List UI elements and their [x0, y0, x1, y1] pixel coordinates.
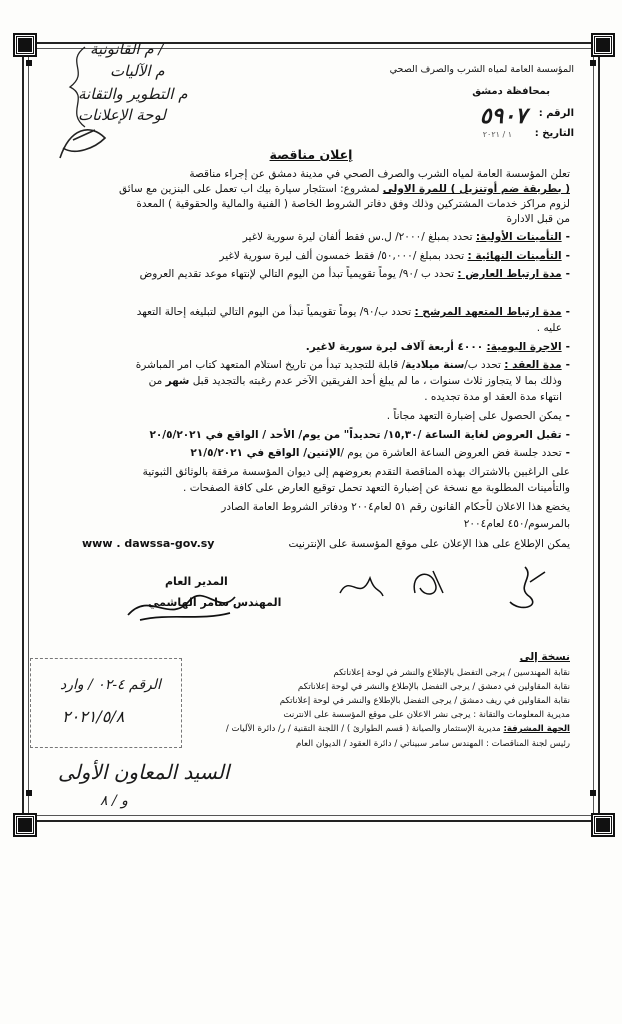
copy-recipient: مديرية المعلومات والتقانة : يرجى نشر الاعلان على موقع المؤسسة على الانترنت [283, 710, 570, 720]
body-line: والتأمينات المطلوبة مع نسخة عن إضبارة التعهد تحمل توقيع العارض على كافة الصفحات . [183, 482, 570, 494]
org-name-line2: بمحافظة دمشق [472, 86, 550, 97]
initial-signature [500, 562, 555, 617]
item-label: مدة العقد : [504, 359, 562, 371]
item-text: ٤٠٠٠ أربعة آلاف ليرة سورية لاغير. [305, 341, 484, 353]
frame-edge-mark [590, 790, 596, 796]
handwritten-routing-line: / م القانونية [90, 40, 164, 58]
intro-line: من قبل الادارة [506, 213, 570, 225]
tender-method: ( بطريقة ضم أوتنزيل ) للمرة الاولى [382, 183, 570, 195]
ref-number: ٥٩٠٧ [479, 103, 527, 129]
condition-item: -التأمينات النهائية : تحدد بمبلغ /٥٠,٠٠٠/ فقط خمسون ألف ليرة سورية لاغير [219, 250, 570, 262]
intro-project: لمشروع: استئجار سيارة بيك اب تعمل على البنزين مع سائق [118, 183, 380, 195]
item-continuation: عليه . [536, 322, 562, 334]
copy-recipient: نقابة المقاولين في ريف دمشق / يرجى التفضل بالإطلاع والنشر في لوحة إعلاناتكم [279, 696, 570, 706]
intro-line: تعلن المؤسسة العامة لمياه الشرب والصرف الصحي في مدينة دمشق عن إجراء مناقصة [189, 168, 570, 180]
item-label: مدة ارتباط المتعهد المرشح : [414, 306, 562, 318]
stamp-incoming-date: ٢٠٢١/٥/٨ [62, 707, 125, 726]
item-label: مدة ارتباط العارض : [457, 268, 562, 280]
condition-item: -تحدد جلسة فض العروض الساعة العاشرة من يوم /الإثنين/ الواقع في ٢١/٥/٢٠٢١ [190, 447, 570, 459]
item-text: تحدد ب /٩٠/ يوماً تقويمياً تبدأ من اليوم التالي لإنتهاء موعد تقديم العروض [139, 268, 455, 280]
website-link[interactable]: www . dawssa-gov.sy [82, 537, 215, 550]
item-text: تحدد ب/ [464, 359, 501, 371]
item-text: تحدد بمبلغ /٥٠,٠٠٠/ فقط خمسون ألف ليرة سورية لاغير [219, 250, 465, 262]
item-text: / قابلة للتجديد تبدأ من تاريخ استلام المتعهد كتاب امر المباشرة [135, 359, 406, 371]
body-line: يخضع هذا الاعلان لأحكام القانون رقم ٥١ لعام٢٠٠٤ ودفاتر الشروط العامة الصادر [221, 501, 570, 513]
item-label: الاجرة اليومية: [486, 341, 562, 353]
copies-heading: نسخة إلى [519, 651, 570, 663]
item-text: تحدد ب/٩٠/ يوماً تقويمياً تبدأ من اليوم التالي لتبليغه إحالة التعهد [136, 306, 412, 318]
item-text: تحدد جلسة فض العروض الساعة العاشرة من يوم / [340, 447, 562, 459]
initial-signature [335, 568, 385, 608]
copy-recipient: نقابة المهندسين / يرجى التفضل بالإطلاع والنشر في لوحة إعلاناتكم [333, 668, 570, 678]
item-text: تحدد بمبلغ /٢٠٠٠/ ل.س فقط ألفان ليرة سورية لاغير [242, 231, 473, 243]
handwritten-bracket [45, 42, 97, 132]
item-label: التأمينات النهائية : [467, 250, 562, 262]
intro-line: لزوم مراكز خدمات المشتركين وذلك وفق دفاتر الشروط الخاصة ( الفنية والمالية والحقوقية ) المعدة [136, 198, 570, 210]
copy-recipient: رئيس لجنة المناقصات : المهندس سامر سبيناتي / دائرة العقود / الديوان العام [296, 739, 570, 749]
org-name-line1: المؤسسة العامة لمياه الشرب والصرف الصحي [389, 64, 574, 75]
condition-item: -يمكن الحصول على إضبارة التعهد مجاناً . [386, 410, 570, 422]
condition-item: -مدة ارتباط العارض : تحدد ب /٩٠/ يوماً تقويمياً تبدأ من اليوم التالي لإنتهاء موعد تقديم العروض [139, 268, 570, 280]
handwritten-routing-line: م الآليات [110, 62, 165, 80]
item-continuation: انتهاء مدة العقد او مدة تجديده . [424, 391, 562, 403]
body-line: يمكن الإطلاع على هذا الإعلان على موقع المؤسسة على الإنترنيت [288, 538, 570, 550]
condition-item: -مدة العقد : تحدد ب/سنة ميلادية/ قابلة للتجديد تبدأ من تاريخ استلام المتعهد كتاب امر المباشرة [135, 359, 570, 371]
item-text: يمكن الحصول على إضبارة التعهد مجاناً . [386, 410, 562, 422]
item-text-bold: شهر [165, 375, 190, 387]
stamp-incoming-number: الرقم ٤-٠٢ / وارد [60, 677, 161, 693]
submission-deadline: تقبل العروض لغاية الساعة /١٥,٣٠/ تحديداً" من يوم/ الأحد / الواقع في ٢٠/٥/٢٠٢١ [149, 429, 562, 441]
date-label: التاريخ : [534, 128, 574, 139]
condition-item: -التأمينات الأولية: تحدد بمبلغ /٢٠٠٠/ ل.س فقط ألفان ليرة سورية لاغير [242, 231, 570, 243]
handwritten-note: و / ٨ [100, 793, 128, 809]
item-text: من [148, 375, 163, 387]
date-value: ١ / ٢٠٢١ [482, 130, 512, 139]
frame-edge-mark [26, 60, 32, 66]
handwritten-routing-line: م التطوير والتقانة [78, 85, 188, 103]
item-text-bold: سنة ميلادية [405, 359, 465, 371]
body-line: بالمرسوم/٤٥٠ لعام٢٠٠٤ [463, 518, 570, 530]
opening-session-date: الإثنين/ الواقع في ٢١/٥/٢٠٢١ [190, 447, 341, 459]
frame-corner-ornament [593, 35, 613, 55]
item-label: التأمينات الأولية: [475, 231, 562, 243]
incoming-stamp [30, 658, 182, 748]
item-text: وذلك بما لا يتجاوز ثلاث سنوات ، ما لم يبلغ أحد الفريقين الآخر عدم رغبته بالتجديد قبل [192, 375, 562, 387]
condition-item: -الاجرة اليومية: ٤٠٠٠ أربعة آلاف ليرة سورية لاغير. [305, 341, 570, 353]
intro-line [119, 183, 570, 196]
ref-label: الرقم : [538, 108, 574, 119]
frame-corner-ornament [15, 35, 35, 55]
signature-title: المدير العام [165, 575, 228, 588]
supervising-party [226, 724, 570, 735]
frame-corner-ornament [593, 815, 613, 835]
copy-recipient: نقابة المقاولين في دمشق / يرجى التفضل بالإطلاع والنشر في لوحة إعلاناتكم [297, 682, 570, 692]
body-line: على الراغبين بالاشتراك بهذه المناقصة التقدم بعروضهم إلى ديوان المؤسسة مرفقة بالوثائق الثبوتية [142, 466, 570, 478]
supervisor-text: مديرية الإستثمار والصيانة ( قسم الطوارئ ) / اللجنة التقنية / ر/ دائرة الآليات / [225, 724, 501, 734]
frame-edge-mark [26, 790, 32, 796]
signature-name: المهندس سامر الهاشمي [148, 596, 282, 609]
condition-item: -مدة ارتباط المتعهد المرشح : تحدد ب/٩٠/ يوماً تقويمياً تبدأ من اليوم التالي لتبليغه إحالة التعهد [136, 306, 570, 318]
handwritten-referral: السيد المعاون الأولى [58, 760, 230, 784]
director-signature [120, 585, 240, 630]
condition-item: -تقبل العروض لغاية الساعة /١٥,٣٠/ تحديداً" من يوم/ الأحد / الواقع في ٢٠/٥/٢٠٢١ [149, 429, 570, 441]
item-continuation [149, 375, 562, 388]
frame-corner-ornament [15, 815, 35, 835]
supervisor-label: الجهة المشرفة: [503, 724, 570, 734]
page-title: إعلان مناقصة [269, 147, 353, 162]
initial-signature [405, 563, 450, 603]
handwritten-routing-line: لوحة الإعلانات [78, 106, 166, 124]
frame-edge-mark [590, 60, 596, 66]
